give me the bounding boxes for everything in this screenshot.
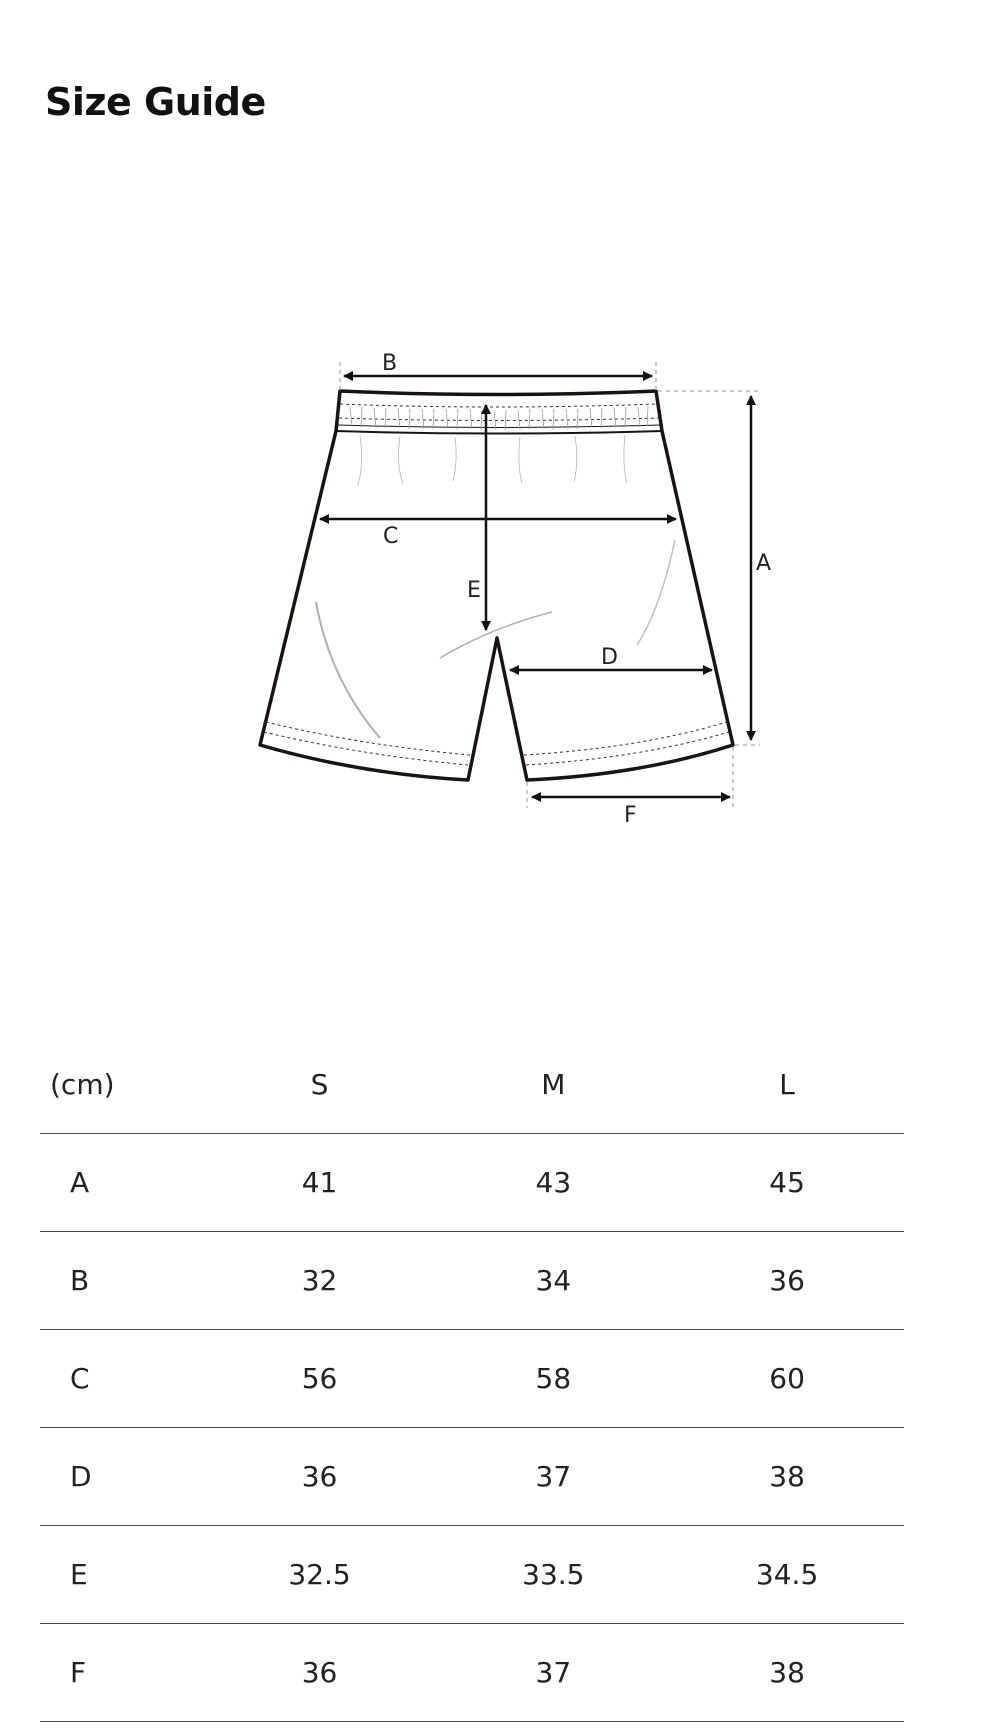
table-row — [40, 1232, 904, 1330]
row-label: D — [40, 1428, 203, 1526]
row-label: E — [40, 1526, 203, 1624]
table-cell: 58 — [436, 1330, 670, 1428]
shorts-outline — [260, 391, 733, 780]
table-row — [40, 1330, 904, 1428]
size-header-l: L — [670, 1036, 904, 1134]
label-a: A — [756, 551, 772, 576]
table-cell: 36 — [203, 1624, 437, 1722]
row-label: F — [40, 1624, 203, 1722]
table-cell: 36 — [203, 1428, 437, 1526]
row-label: C — [40, 1330, 203, 1428]
label-e: E — [467, 578, 481, 603]
size-header-m: M — [436, 1036, 670, 1134]
label-d: D — [601, 645, 618, 670]
table-row — [40, 1428, 904, 1526]
table-cell: 43 — [436, 1134, 670, 1232]
table-row — [40, 1624, 904, 1722]
table-cell: 34.5 — [670, 1526, 904, 1624]
row-label: B — [40, 1232, 203, 1330]
label-f: F — [624, 803, 637, 828]
table-header-row — [40, 1036, 904, 1134]
table-cell: 32.5 — [203, 1526, 437, 1624]
size-table — [40, 1036, 904, 1722]
page-title: Size Guide — [45, 80, 266, 124]
table-cell: 34 — [436, 1232, 670, 1330]
row-label: A — [40, 1134, 203, 1232]
table-cell: 38 — [670, 1624, 904, 1722]
table-cell: 37 — [436, 1624, 670, 1722]
table-row — [40, 1134, 904, 1232]
unit-header: (cm) — [40, 1036, 203, 1134]
table-cell: 45 — [670, 1134, 904, 1232]
table-cell: 41 — [203, 1134, 437, 1232]
table-cell: 56 — [203, 1330, 437, 1428]
table-row — [40, 1526, 904, 1624]
table-cell: 33.5 — [436, 1526, 670, 1624]
table-cell: 60 — [670, 1330, 904, 1428]
table-cell: 37 — [436, 1428, 670, 1526]
label-c: C — [383, 524, 399, 549]
size-header-s: S — [203, 1036, 437, 1134]
label-b: B — [382, 351, 398, 376]
table-cell: 38 — [670, 1428, 904, 1526]
table-cell: 32 — [203, 1232, 437, 1330]
table-cell: 36 — [670, 1232, 904, 1330]
